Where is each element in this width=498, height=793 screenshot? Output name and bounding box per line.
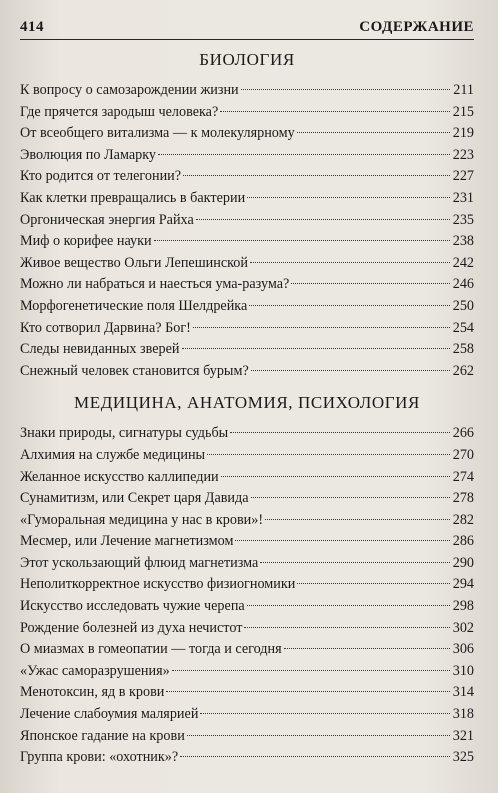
toc-entry-title: Оргоническая энергия Райха — [20, 211, 194, 228]
toc-entry-page: 302 — [452, 619, 474, 636]
toc-entry-title: Неполиткорректное искусство физиогномики — [20, 576, 296, 593]
toc-entry — [20, 423, 474, 445]
toc-entry-page: 321 — [452, 727, 474, 744]
toc-entry-page: 262 — [452, 362, 474, 379]
toc-entry — [20, 80, 474, 102]
toc-entry-page: 215 — [452, 103, 474, 120]
toc-entry-title: Желанное искусство каллипедии — [20, 468, 219, 485]
toc-entry-title: Сунамитизм, или Секрет царя Давида — [20, 490, 249, 507]
toc-entry — [20, 318, 474, 340]
toc-entry — [20, 747, 474, 769]
dot-leader — [251, 497, 450, 498]
toc-entry — [20, 531, 474, 553]
toc-entry-title: Следы невиданных зверей — [20, 341, 180, 358]
toc-entry-title: Месмер, или Лечение магнетизмом — [20, 533, 234, 550]
page-number: 414 — [20, 19, 44, 35]
toc-list-medicine — [20, 423, 474, 769]
toc-entry-title: Кто сотворил Дарвина? Бог! — [20, 319, 191, 336]
toc-entry — [20, 210, 474, 232]
toc-entry-title: «Гуморальная медицина у нас в крови»! — [20, 511, 264, 528]
toc-entry — [20, 618, 474, 640]
toc-entry — [20, 661, 474, 683]
toc-entry-page: 227 — [452, 168, 474, 185]
toc-entry — [20, 231, 474, 253]
toc-entry — [20, 296, 474, 318]
dot-leader — [187, 735, 450, 736]
toc-entry — [20, 253, 474, 275]
toc-entry — [20, 704, 474, 726]
dot-leader — [284, 648, 450, 649]
toc-entry-page: 258 — [452, 341, 474, 358]
toc-entry-page: 294 — [452, 576, 474, 593]
toc-entry — [20, 574, 474, 596]
toc-entry — [20, 726, 474, 748]
toc-entry-title: Миф о корифее науки — [20, 233, 152, 250]
dot-leader — [297, 132, 450, 133]
dot-leader — [221, 476, 450, 477]
dot-leader — [158, 154, 450, 155]
toc-entry-title: Искусство исследовать чужие черепа — [20, 598, 245, 615]
dot-leader — [247, 605, 450, 606]
toc-entry-title: Лечение слабоумия малярией — [20, 706, 199, 723]
toc-entry-title: Можно ли набраться и наесться ума-разума? — [20, 276, 290, 293]
dot-leader — [196, 219, 450, 220]
toc-entry — [20, 488, 474, 510]
toc-entry-page: 306 — [452, 641, 474, 658]
toc-entry-title: Снежный человек становится бурым? — [20, 362, 249, 379]
toc-entry-title: Эволюция по Ламарку — [20, 146, 157, 163]
toc-entry — [20, 682, 474, 704]
toc-entry-title: Где прячется зародыш человека? — [20, 103, 219, 120]
toc-entry-page: 250 — [452, 297, 474, 314]
dot-leader — [260, 562, 450, 563]
dot-leader — [235, 540, 450, 541]
toc-entry-page: 219 — [452, 125, 474, 142]
dot-leader — [297, 583, 450, 584]
toc-entry — [20, 510, 474, 532]
section-title-biology: БИОЛОГИЯ — [199, 50, 295, 69]
toc-entry-page: 266 — [452, 425, 474, 442]
dot-leader — [247, 197, 450, 198]
dot-leader — [207, 454, 450, 455]
dot-leader — [180, 756, 450, 757]
toc-entry — [20, 188, 474, 210]
toc-entry-page: 270 — [452, 446, 474, 463]
toc-entry-page: 235 — [452, 211, 474, 228]
toc-entry — [20, 553, 474, 575]
toc-entry-title: Японское гадание на крови — [20, 727, 185, 744]
dot-leader — [193, 327, 450, 328]
toc-entry-title: Этот ускользающий флюид магнетизма — [20, 554, 259, 571]
toc-entry — [20, 274, 474, 296]
toc-entry-page: 318 — [452, 706, 474, 723]
toc-entry-title: От всеобщего витализма — к молекулярному — [20, 125, 295, 142]
toc-entry-title: «Ужас саморазрушения» — [20, 662, 170, 679]
section-title-medicine: МЕДИЦИНА, АНАТОМИЯ, ПСИХОЛОГИЯ — [74, 393, 420, 413]
toc-entry — [20, 145, 474, 167]
toc-entry-page: 246 — [452, 276, 474, 293]
toc-entry-page: 278 — [452, 490, 474, 507]
toc-entry-title: Группа крови: «охотник»? — [20, 749, 179, 766]
toc-entry-page: 211 — [453, 82, 474, 98]
toc-entry — [20, 123, 474, 145]
toc-entry — [20, 467, 474, 489]
toc-entry-title: О миазмах в гомеопатии — тогда и сегодня — [20, 641, 282, 658]
toc-entry-page: 325 — [452, 749, 474, 766]
toc-list-biology — [20, 80, 474, 382]
toc-entry — [20, 166, 474, 188]
toc-entry-page: 238 — [452, 233, 474, 250]
toc-entry-page: 310 — [452, 662, 474, 679]
toc-entry-title: Менотоксин, яд в крови — [20, 684, 165, 701]
toc-entry-page: 298 — [452, 598, 474, 615]
toc-entry-title: К вопросу о самозарождении жизни — [20, 82, 239, 98]
toc-entry-page: 274 — [452, 468, 474, 485]
toc-entry-page: 314 — [452, 684, 474, 701]
dot-leader — [166, 691, 450, 692]
toc-entry — [20, 596, 474, 618]
toc-entry-page: 254 — [452, 319, 474, 336]
dot-leader — [265, 519, 450, 520]
dot-leader — [183, 175, 450, 176]
dot-leader — [250, 262, 450, 263]
toc-entry-title: Морфогенетические поля Шелдрейка — [20, 297, 248, 314]
toc-entry-title: Алхимия на службе медицины — [20, 446, 206, 463]
toc-entry-page: 242 — [452, 254, 474, 271]
toc-entry-title: Кто родится от телегонии? — [20, 168, 182, 185]
toc-entry-page: 223 — [452, 146, 474, 163]
toc-entry-page: 282 — [452, 511, 474, 528]
toc-entry — [20, 361, 474, 383]
toc-entry-page: 231 — [452, 189, 474, 206]
toc-entry-page: 290 — [452, 554, 474, 571]
dot-leader — [230, 432, 450, 433]
dot-leader — [244, 627, 450, 628]
running-head — [20, 18, 474, 40]
dot-leader — [154, 240, 450, 241]
toc-entry-title: Живое вещество Ольги Лепешинской — [20, 254, 248, 271]
toc-entry — [20, 445, 474, 467]
toc-entry-title: Знаки природы, сигнатуры судьбы — [20, 425, 229, 442]
dot-leader — [172, 670, 450, 671]
dot-leader — [249, 305, 450, 306]
toc-entry — [20, 639, 474, 661]
dot-leader — [220, 111, 450, 112]
dot-leader — [200, 713, 450, 714]
toc-entry-title: Рождение болезней из духа нечистот — [20, 619, 243, 636]
dot-leader — [291, 283, 450, 284]
dot-leader — [251, 370, 450, 371]
dot-leader — [182, 348, 450, 349]
toc-entry-title: Как клетки превращались в бактерии — [20, 189, 246, 206]
toc-entry-page: 286 — [452, 533, 474, 550]
running-title: СОДЕРЖАНИЕ — [359, 19, 474, 35]
dot-leader — [241, 89, 450, 90]
toc-entry — [20, 339, 474, 361]
toc-entry — [20, 102, 474, 124]
